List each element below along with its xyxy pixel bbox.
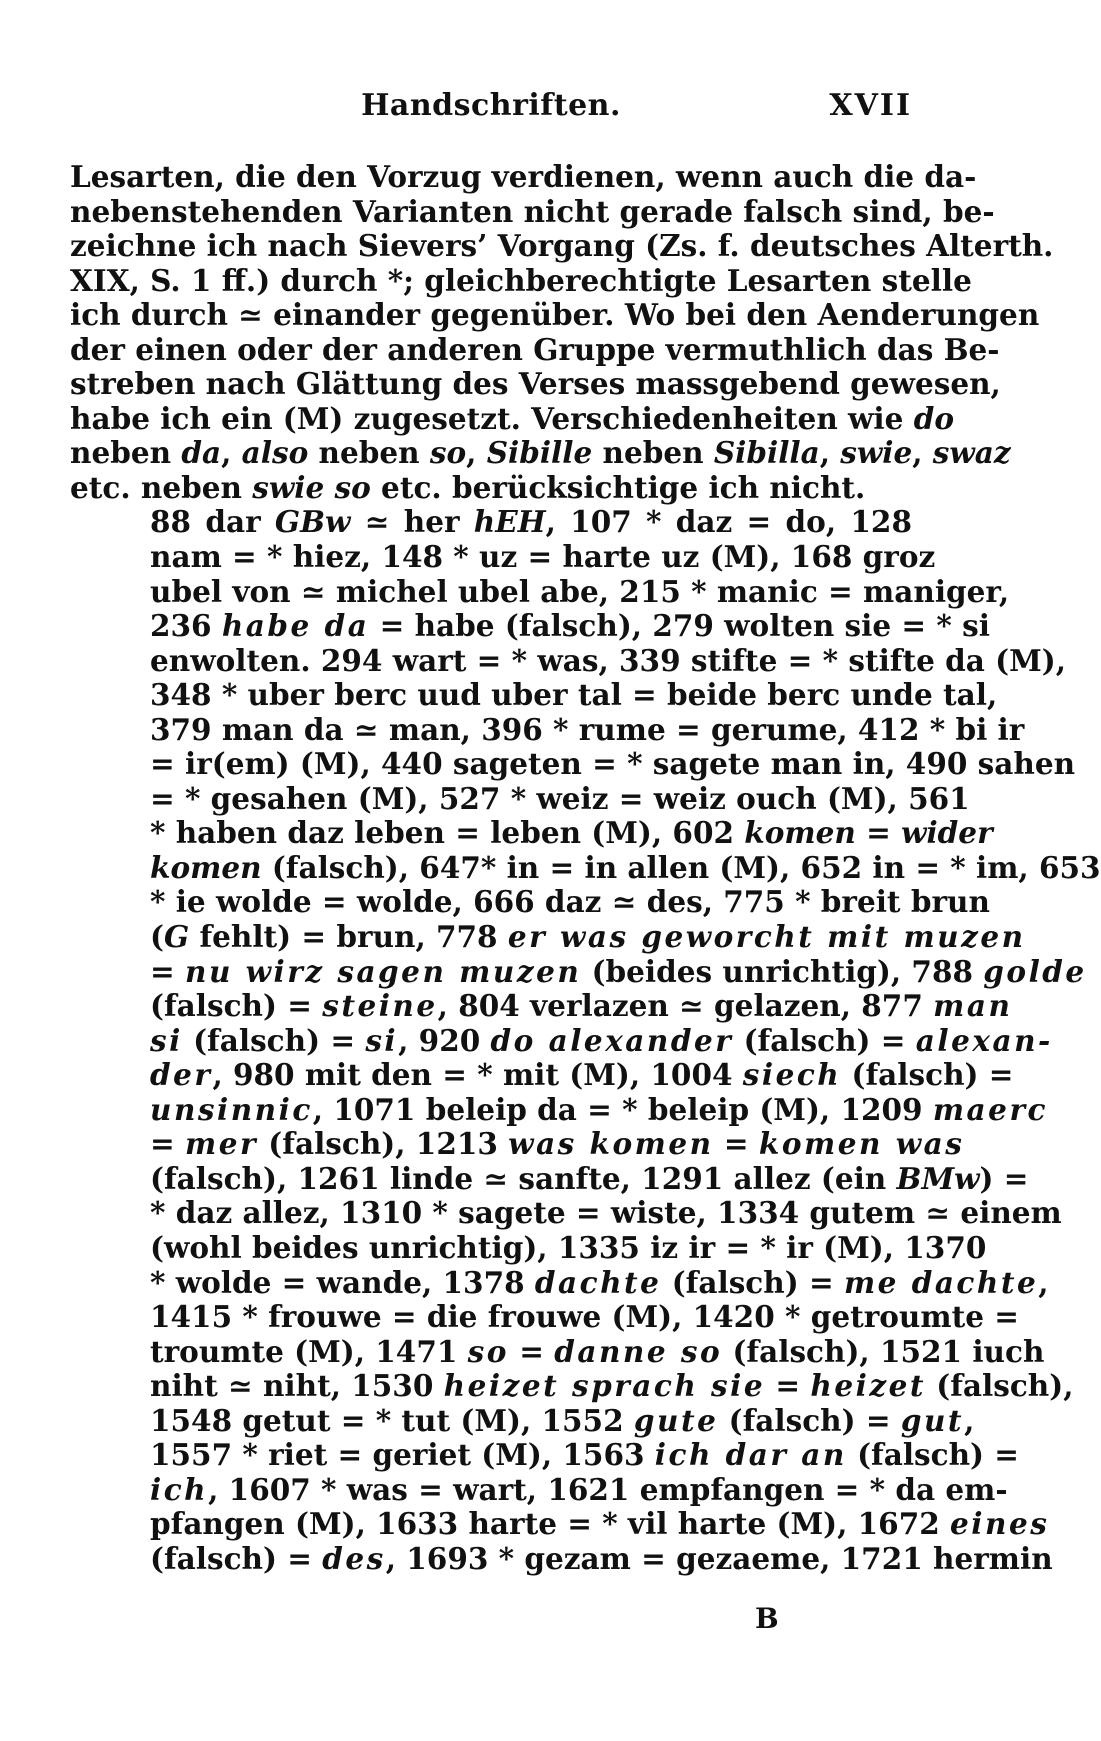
text-run: (falsch) =: [150, 988, 323, 1024]
emphasized-text: eines: [950, 1506, 1050, 1542]
text-run: habe ich ein (M) zugesetzt. Verschiedenheiten wie: [70, 400, 914, 436]
emphasized-text: unsinnic: [150, 1091, 313, 1127]
emphasized-text: BMw: [896, 1160, 980, 1196]
text-run: 1548 getut = * tut (M), 1552: [150, 1402, 634, 1438]
text-line: [70, 780, 970, 817]
text-line: [70, 1437, 1020, 1473]
text-run: XIX, S. 1 ff.) durch *; gleichberechtigte Lesarten stelle: [70, 262, 972, 298]
text-line: [70, 953, 1087, 990]
text-run: ,: [819, 435, 841, 471]
emphasized-text: komen: [150, 849, 262, 885]
paragraph: [70, 504, 1101, 1576]
text-run: =: [150, 1126, 185, 1162]
text-run: 1557 * riet = geriet (M), 1563: [150, 1437, 655, 1473]
text-run: fehlt) = brun, 778: [189, 919, 508, 955]
text-line: [70, 159, 977, 195]
text-line: [70, 1471, 1008, 1508]
text-run: neben: [70, 435, 182, 471]
emphasized-text: nu wirz sagen muzen: [185, 953, 582, 989]
text-run: 236: [150, 608, 222, 644]
text-run: * daz allez, 1310 * sagete = wiste, 1334 gutem ≃ einem: [150, 1195, 1062, 1231]
emphasized-text: so: [467, 1333, 509, 1369]
text-line: [70, 505, 912, 540]
text-run: neben: [592, 435, 714, 471]
text-run: 1415 * frouwe = die frouwe (M), 1420 * getroumte =: [150, 1299, 1019, 1335]
text-run: ,: [912, 435, 933, 471]
emphasized-text: swie: [840, 435, 913, 471]
text-line: [70, 539, 936, 575]
text-line: [70, 193, 995, 230]
text-run: =: [150, 953, 185, 989]
text-run: , 980 mit den = * mit (M), 1004: [212, 1057, 743, 1093]
text-run: neben: [308, 435, 430, 471]
text-run: , 107 * daz = do, 128: [545, 504, 912, 540]
text-run: = habe (falsch), 279 wolten sie = * si: [369, 608, 990, 644]
text-run: niht ≃ niht, 1530: [150, 1368, 444, 1404]
text-run: * wolde = wande, 1378: [150, 1264, 535, 1300]
running-title: Handschriften.: [361, 88, 621, 123]
text-run: =: [855, 815, 902, 851]
text-run: ) =: [979, 1160, 1029, 1196]
text-run: streben nach Glättung des Verses massgebend gewesen,: [70, 366, 1001, 402]
emphasized-text: habe da: [221, 608, 370, 644]
text-run: pfangen (M), 1633 harte = * vil harte (M), 1672: [150, 1506, 951, 1542]
text-line: [70, 919, 1026, 955]
emphasized-text: GBw: [274, 504, 351, 540]
emphasized-text: swaz: [932, 435, 1011, 471]
text-run: (falsch) =: [841, 1057, 1014, 1093]
text-run: , 920: [398, 1022, 491, 1058]
text-line: [70, 1057, 1014, 1093]
body-text: [70, 159, 1101, 1576]
emphasized-text: wider: [901, 815, 993, 851]
emphasized-text: so: [429, 435, 467, 471]
text-line: [70, 746, 1076, 782]
text-line: [70, 366, 1001, 402]
text-line: [70, 988, 1013, 1024]
text-run: (falsch), 1261 linde ≃ sanfte, 1291 allez (ein: [150, 1160, 897, 1196]
text-run: ,: [1038, 1264, 1049, 1300]
text-run: =: [765, 1368, 811, 1404]
text-run: ≃ her: [350, 504, 474, 540]
text-line: [70, 1264, 1049, 1301]
text-run: (falsch) =: [661, 1264, 844, 1300]
text-run: (wohl beides unrichtig), 1335 iz ir = * ir (M), 1370: [150, 1229, 987, 1265]
text-line: [70, 884, 990, 920]
emphasized-text: si: [365, 1022, 399, 1058]
text-run: ich durch ≃ einander gegenüber. Wo bei den Aenderungen: [70, 297, 1040, 333]
text-run: der einen oder der anderen Gruppe vermuthlich das Be-: [70, 331, 1000, 367]
emphasized-text: also: [241, 435, 309, 471]
emphasized-text: mer: [185, 1126, 259, 1162]
text-run: (falsch),: [925, 1368, 1074, 1404]
text-line: [70, 1160, 1029, 1197]
text-line: [70, 297, 1040, 333]
text-run: =: [713, 1126, 759, 1162]
emphasized-text: ich: [150, 1471, 209, 1507]
text-line: [70, 471, 912, 506]
emphasized-text: G: [163, 919, 190, 955]
text-run: etc. neben: [70, 469, 253, 505]
text-line: [70, 1540, 1053, 1577]
text-run: = * gesahen (M), 527 * weiz = weiz ouch (M), 561: [150, 780, 970, 816]
emphasized-text: was komen: [508, 1126, 714, 1162]
text-line: [70, 1506, 1050, 1542]
text-run: 348 * uber berc uud uber tal = beide berc unde tal,: [150, 677, 998, 713]
text-run: ubel von ≃ michel ubel abe, 215 * manic = maniger,: [150, 573, 1010, 609]
emphasized-text: swie so: [252, 469, 371, 505]
text-line: [70, 262, 972, 299]
text-line: [70, 573, 1010, 610]
text-run: nam = * hiez, 148 * uz = harte uz (M), 168 groz: [150, 539, 936, 575]
text-run: (: [150, 919, 164, 955]
text-run: enwolten. 294 wart = * was, 339 stifte = * stifte da (M),: [150, 642, 1066, 678]
emphasized-text: ich dar an: [654, 1437, 847, 1473]
text-run: ,: [964, 1402, 975, 1438]
text-line: [70, 400, 954, 437]
emphasized-text: er was geworcht mit muzen: [507, 919, 1026, 955]
text-run: (falsch), 1521 iuch: [722, 1333, 1045, 1369]
text-run: etc. berücksichtige ich nicht.: [370, 469, 866, 505]
text-line: [70, 228, 1054, 264]
emphasized-text: man: [933, 988, 1013, 1024]
emphasized-text: danne so: [554, 1333, 723, 1369]
emphasized-text: steine: [322, 988, 438, 1024]
emphasized-text: maerc: [932, 1091, 1048, 1127]
text-line: [70, 849, 1101, 886]
text-line: [70, 711, 1025, 748]
emphasized-text: der: [150, 1057, 213, 1093]
text-line: [70, 677, 998, 713]
emphasized-text: me dachte: [843, 1264, 1039, 1300]
text-line: [70, 1402, 975, 1439]
text-line: [70, 1022, 1053, 1059]
emphasized-text: hEH: [473, 504, 546, 540]
text-run: , 1071 beleip da = * beleip (M), 1209: [312, 1091, 933, 1127]
emphasized-text: do alexander: [490, 1022, 734, 1058]
emphasized-text: da: [181, 435, 222, 471]
text-run: (falsch) =: [150, 1540, 323, 1576]
emphasized-text: siech: [742, 1057, 842, 1093]
emphasized-text: dachte: [534, 1264, 662, 1300]
text-line: [70, 642, 1066, 679]
text-line: [70, 1333, 1045, 1370]
emphasized-text: si: [150, 1022, 183, 1058]
text-run: (falsch) =: [718, 1402, 901, 1438]
text-run: (beides unrichtig), 788: [581, 953, 984, 989]
text-run: (falsch), 1213: [258, 1126, 509, 1162]
emphasized-text: alexan-: [915, 1022, 1053, 1058]
text-run: (falsch) =: [846, 1437, 1020, 1473]
text-run: 379 man da ≃ man, 396 * rume = gerume, 412 * bi ir: [150, 711, 1025, 747]
text-line: [70, 815, 993, 851]
text-run: =: [508, 1333, 555, 1369]
text-run: (falsch) =: [733, 1022, 916, 1058]
text-run: = ir(em) (M), 440 sageten = * sagete man in, 490 sahen: [150, 746, 1076, 782]
text-run: (falsch), 647* in = in allen (M), 652 in = * im, 653: [261, 849, 1101, 885]
text-run: , 1607 * was = wart, 1621 empfangen = * da em-: [208, 1471, 1008, 1507]
text-line: [70, 435, 1011, 471]
text-line: [70, 1195, 1062, 1231]
page-header: [70, 88, 912, 132]
emphasized-text: komen: [744, 815, 856, 851]
emphasized-text: heizet sprach sie: [443, 1368, 766, 1404]
text-line: [70, 331, 1000, 368]
emphasized-text: do: [913, 400, 954, 436]
emphasized-text: golde: [983, 953, 1087, 989]
text-run: (falsch) =: [182, 1022, 366, 1058]
text-run: Lesarten, die den Vorzug verdienen, wenn auch die da-: [70, 159, 977, 194]
emphasized-text: gute: [633, 1402, 719, 1438]
text-run: ,: [221, 435, 242, 471]
text-line: [70, 1368, 1074, 1404]
emphasized-text: Sibilla: [713, 435, 820, 471]
text-run: * haben daz leben = leben (M), 602: [150, 815, 745, 851]
text-run: , 1693 * gezam = gezaeme, 1721 hermin: [385, 1540, 1053, 1576]
emphasized-text: gut: [900, 1402, 965, 1438]
text-run: 88 dar: [150, 504, 275, 540]
paragraph: [70, 159, 1054, 505]
emphasized-text: komen was: [758, 1126, 965, 1162]
text-run: * ie wolde = wolde, 666 daz ≃ des, 775 * breit brun: [150, 884, 990, 920]
emphasized-text: Sibille: [486, 435, 593, 471]
text-run: ,: [466, 435, 487, 471]
text-line: [70, 1299, 1019, 1335]
signature-mark: B: [755, 1602, 779, 1635]
text-line: [70, 608, 990, 644]
text-line: [70, 1091, 1048, 1128]
text-run: zeichne ich nach Sievers’ Vorgang (Zs. f. deutsches Alterth.: [70, 228, 1054, 264]
page-number: XVII: [829, 88, 912, 123]
emphasized-text: des: [322, 1540, 386, 1576]
text-run: troumte (M), 1471: [150, 1333, 468, 1369]
text-line: [70, 1126, 965, 1162]
text-run: nebenstehenden Varianten nicht gerade falsch sind, be-: [70, 193, 995, 229]
text-line: [70, 1229, 987, 1266]
text-run: , 804 verlazen ≃ gelazen, 877: [437, 988, 934, 1024]
emphasized-text: heizet: [810, 1368, 926, 1404]
